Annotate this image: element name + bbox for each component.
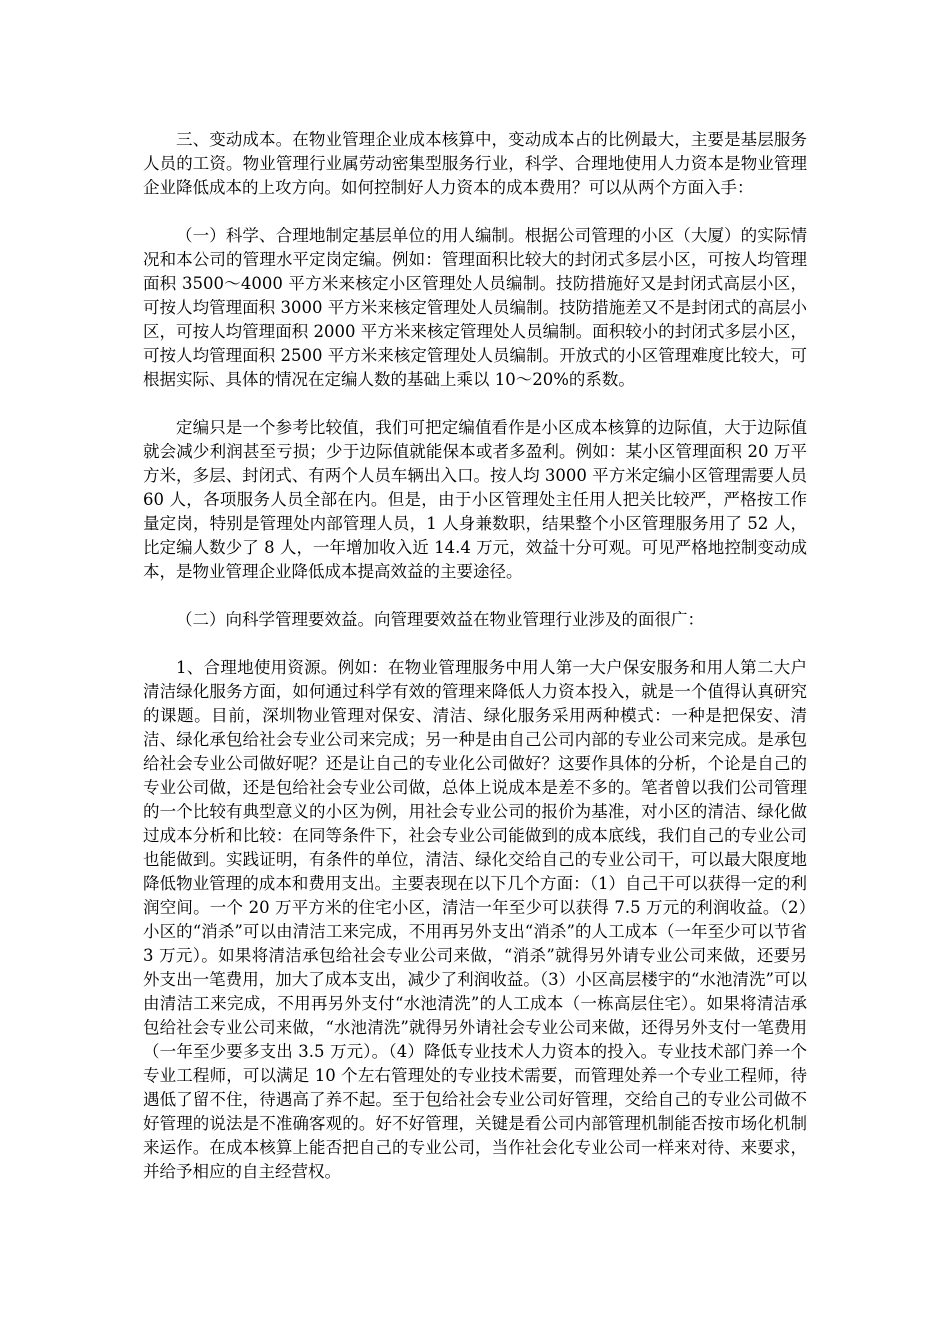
paragraph-management-efficiency: （二）向科学管理要效益。向管理要效益在物业管理行业涉及的面很广：	[176, 610, 704, 629]
paragraph-variable-cost: 三、变动成本。在物业管理企业成本核算中，变动成本占的比例最大，主要是基层服务人员的工资。物业管理行业属劳动密集型服务行业，科学、合理地使用人力资本是物业管理企业降低成本的上攻方向。如何控制好人力资本的成本费用？可以从两个方面入手：	[143, 130, 807, 197]
paragraph-quota-reference: 定编只是一个参考比较值，我们可把定编值看作是小区成本核算的边际值，大于边际值就会减少利润甚至亏损；少于边际值就能保本或者多盈利。例如：某小区管理面积 20 万平方米，多层、封闭式、有两个人员车辆出入口。按人均 3000 平方米定编小区管理需要人员 60 人，各项服务人员全部在内。但是，由于小区管理处主任用人把关比较严，严格按工作量定岗，特别是管理处内部管理人员，1 人身兼数职，结果整个小区管理服务用了 52 人，比定编人数少了 8 人，一年增加收入近 14.4 万元，效益十分可观。可见严格地控制变动成本，是物业管理企业降低成本提高效益的主要途径。	[143, 418, 807, 581]
paragraph-staffing-quota: （一）科学、合理地制定基层单位的用人编制。根据公司管理的小区（大厦）的实际情况和本公司的管理水平定岗定编。例如：管理面积比较大的封闭式多层小区，可按人均管理面积 3500～4000 平方米来核定小区管理处人员编制。技防措施好又是封闭式高层小区，可按人均管理面积 3000 平方米来核定管理处人员编制。技防措施差又不是封闭式的高层小区，可按人均管理面积 2000 平方米来核定管理处人员编制。面积较小的封闭式多层小区，可按人均管理面积 2500 平方米来核定管理处人员编制。开放式的小区管理难度比较大，可根据实际、具体的情况在定编人数的基础上乘以 10～20%的系数。	[143, 226, 807, 389]
paragraph-resource-use: 1、合理地使用资源。例如：在物业管理服务中用人第一大户保安服务和用人第二大户清洁绿化服务方面，如何通过科学有效的管理来降低人力资本投入，就是一个值得认真研究的课题。目前，深圳物业管理对保安、清洁、绿化服务采用两种模式：一种是把保安、清洁、绿化承包给社会专业公司来完成；另一种是由自己公司内部的专业公司来完成。是承包给社会专业公司做好呢？还是让自己的专业化公司做好？这要作具体的分析，个论是自己的专业公司做，还是包给社会专业公司做，总体上说成本是差不多的。笔者曾以我们公司管理的一个比较有典型意义的小区为例，用社会专业公司的报价为基准，对小区的清洁、绿化做过成本分析和比较：在同等条件下，社会专业公司能做到的成本底线，我们自己的专业公司也能做到。实践证明，有条件的单位，清洁、绿化交给自己的专业公司干，可以最大限度地降低物业管理的成本和费用支出。主要表现在以下几个方面：（1）自己干可以获得一定的利润空间。一个 20 万平方米的住宅小区，清洁一年至少可以获得 7.5 万元的利润收益。（2）小区的“消杀”可以由清洁工来完成，不用再另外支出“消杀”的人工成本（一年至少可以节省 3 万元）。如果将清洁承包给社会专业公司来做，“消杀”就得另外请专业公司来做，还要另外支出一笔费用，加大了成本支出，减少了利润收益。（3）小区高层楼宇的“水池清洗”可以由清洁工来完成，不用再另外支付“水池清洗”的人工成本（一栋高层住宅）。如果将清洁承包给社会专业公司来做，“水池清洗”就得另外请社会专业公司来做，还得另外支付一笔费用（一年至少要多支出 3.5 万元）。（4）降低专业技术人力资本的投入。专业技术部门养一个专业工程师，可以满足 10 个左右管理处的专业技术需要，而管理处养一个专业工程师，待遇低了留不住，待遇高了养不起。至于包给社会专业公司好管理，交给自己的专业公司做不好管理的说法是不准确客观的。好不好管理，关键是看公司内部管理机制能否按市场化机制来运作。在成本核算上能否把自己的专业公司，当作社会化专业公司一样来对待、来要求，并给予相应的自主经营权。	[143, 658, 807, 1181]
